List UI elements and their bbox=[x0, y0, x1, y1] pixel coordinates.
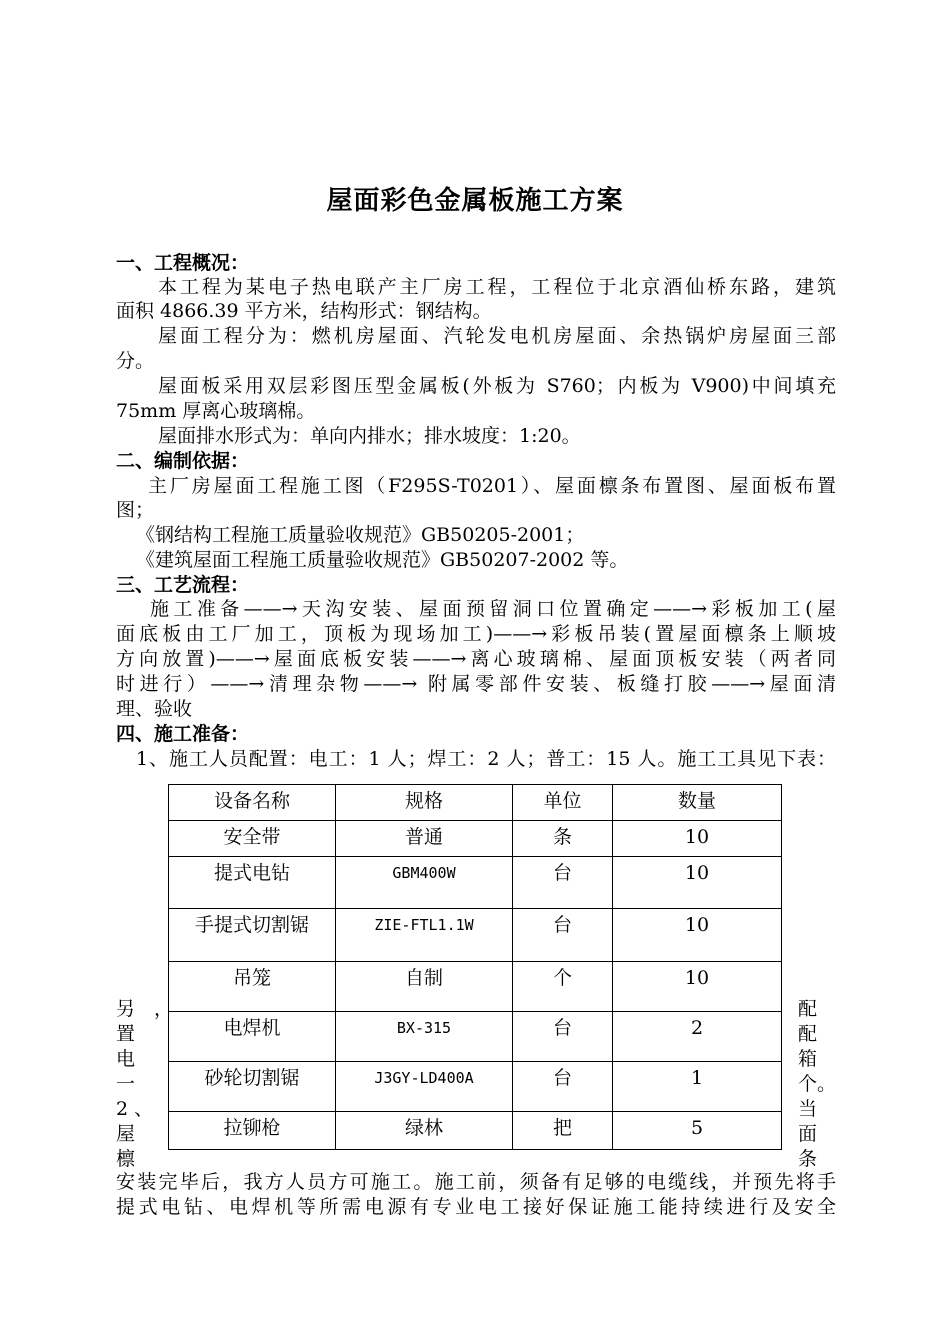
table-row bbox=[169, 1062, 782, 1112]
table-cell: 1 bbox=[613, 1062, 782, 1112]
section4-heading: 四、施工准备： bbox=[116, 723, 250, 745]
table-row bbox=[169, 1012, 782, 1062]
wrap-left-fragment: 置 bbox=[116, 1023, 136, 1045]
section1-p1-line1: 本工程为某电子热电联产主厂房工程，工程位于北京酒仙桥东路，建筑 bbox=[158, 276, 836, 298]
table-cell: 绿林 bbox=[336, 1112, 513, 1150]
section3-heading: 三、工艺流程： bbox=[116, 574, 250, 596]
section2-line1: 主厂房屋面工程施工图（F295S-T0201）、屋面檩条布置图、屋面板布置 bbox=[148, 475, 836, 497]
table-cell: 10 bbox=[613, 821, 782, 857]
table-row bbox=[169, 821, 782, 857]
table-cell: 2 bbox=[613, 1012, 782, 1062]
section1-p3-line1: 屋面板采用双层彩图压型金属板(外板为 S760；内板为 V900)中间填充 bbox=[158, 375, 836, 397]
table-cell: 台 bbox=[513, 1062, 613, 1112]
wrap-left-fragment: 檩 bbox=[116, 1148, 136, 1170]
table-cell: 手提式切割锯 bbox=[169, 909, 336, 962]
wrap-left-fragment: 另 ， bbox=[116, 998, 174, 1020]
table-cell: 普通 bbox=[336, 821, 513, 857]
section2-line4: 《建筑屋面工程施工质量验收规范》GB50207-2002 等。 bbox=[136, 549, 629, 571]
table-cell: 条 bbox=[513, 821, 613, 857]
table-cell: 台 bbox=[513, 909, 613, 962]
table-cell: 10 bbox=[613, 962, 782, 1012]
wrap-right-fragment: 面 bbox=[798, 1123, 818, 1145]
table-cell: 5 bbox=[613, 1112, 782, 1150]
wrap-right-fragment: 箱 bbox=[798, 1048, 818, 1070]
tail-line2: 提式电钻、电焊机等所需电源有专业电工接好保证施工能持续进行及安全 bbox=[116, 1196, 836, 1218]
section1-p2-line2: 分。 bbox=[116, 350, 155, 372]
table-cell: 台 bbox=[513, 1012, 613, 1062]
table-cell: 吊笼 bbox=[169, 962, 336, 1012]
table-cell: GBM400W bbox=[336, 857, 513, 909]
section3-line2: 面底板由工厂加工，顶板为现场加工)——→彩板吊装(置屋面檩条上顺坡 bbox=[116, 623, 836, 645]
wrap-right-fragment: 条 bbox=[798, 1148, 818, 1170]
section3-line3: 方向放置)——→屋面底板安装——→离心玻璃棉、屋面顶板安装（两者同 bbox=[116, 648, 836, 670]
section1-heading: 一、工程概况： bbox=[116, 252, 250, 274]
section2-line3: 《钢结构工程施工质量验收规范》GB50205-2001； bbox=[136, 524, 585, 546]
table-cell: 自制 bbox=[336, 962, 513, 1012]
table-cell: 个 bbox=[513, 962, 613, 1012]
section1-p4: 屋面排水形式为：单向内排水；排水坡度：1:20。 bbox=[158, 425, 581, 447]
section3-line1: 施工准备——→天沟安装、屋面预留洞口位置确定——→彩板加工(屋 bbox=[150, 598, 836, 620]
table-cell: 10 bbox=[613, 909, 782, 962]
table-row bbox=[169, 909, 782, 962]
wrap-left-fragment: 2 、 bbox=[116, 1098, 154, 1120]
section4-line1: 1、施工人员配置：电工：1 人；焊工：2 人；普工：15 人。施工工具见下表： bbox=[136, 748, 836, 770]
table-cell: BX-315 bbox=[336, 1012, 513, 1062]
table-cell: 电焊机 bbox=[169, 1012, 336, 1062]
section1-p2-line1: 屋面工程分为：燃机房屋面、汽轮发电机房屋面、余热锅炉房屋面三部 bbox=[158, 325, 836, 347]
wrap-left-fragment: 一 bbox=[116, 1073, 136, 1095]
document-title: 屋面彩色金属板施工方案 bbox=[326, 186, 624, 216]
table-row bbox=[169, 857, 782, 909]
table-header-cell: 设备名称 bbox=[169, 785, 336, 821]
table-header-cell: 规格 bbox=[336, 785, 513, 821]
tail-line1: 安装完毕后，我方人员方可施工。施工前，须备有足够的电缆线，并预先将手 bbox=[116, 1171, 836, 1193]
section1-p1-line2: 面积 4866.39 平方米，结构形式：钢结构。 bbox=[116, 300, 492, 322]
section3-line4: 时进行）——→清理杂物——→ 附属零部件安装、板缝打胶——→屋面清 bbox=[116, 673, 836, 695]
wrap-left-column bbox=[116, 997, 174, 1172]
table-header-cell: 单位 bbox=[513, 785, 613, 821]
wrap-right-fragment: 配 bbox=[798, 1023, 818, 1045]
wrap-right-fragment: 配 bbox=[798, 998, 818, 1020]
table-cell: ZIE-FTL1.1W bbox=[336, 909, 513, 962]
wrap-right-fragment: 当 bbox=[798, 1098, 818, 1120]
wrap-right-column bbox=[798, 997, 848, 1172]
section2-line2: 图； bbox=[116, 499, 155, 521]
table-cell: 提式电钻 bbox=[169, 857, 336, 909]
section2-heading: 二、编制依据： bbox=[116, 450, 250, 472]
wrap-right-fragment: 个。 bbox=[798, 1073, 837, 1095]
section3-line5: 理、验收 bbox=[116, 698, 193, 720]
table-header-cell: 数量 bbox=[613, 785, 782, 821]
wrap-left-fragment: 屋 bbox=[116, 1123, 136, 1145]
table-cell: 拉铆枪 bbox=[169, 1112, 336, 1150]
wrap-left-fragment: 电 bbox=[116, 1048, 136, 1070]
table-cell: 安全带 bbox=[169, 821, 336, 857]
table-row bbox=[169, 962, 782, 1012]
table-cell: 10 bbox=[613, 857, 782, 909]
equipment-table bbox=[168, 784, 782, 1150]
section1-p3-line2: 75mm 厚离心玻璃棉。 bbox=[116, 400, 316, 422]
table-cell: J3GY-LD400A bbox=[336, 1062, 513, 1112]
table-cell: 把 bbox=[513, 1112, 613, 1150]
table-cell: 砂轮切割锯 bbox=[169, 1062, 336, 1112]
table-row bbox=[169, 1112, 782, 1150]
table-header-row bbox=[169, 785, 782, 821]
table-cell: 台 bbox=[513, 857, 613, 909]
